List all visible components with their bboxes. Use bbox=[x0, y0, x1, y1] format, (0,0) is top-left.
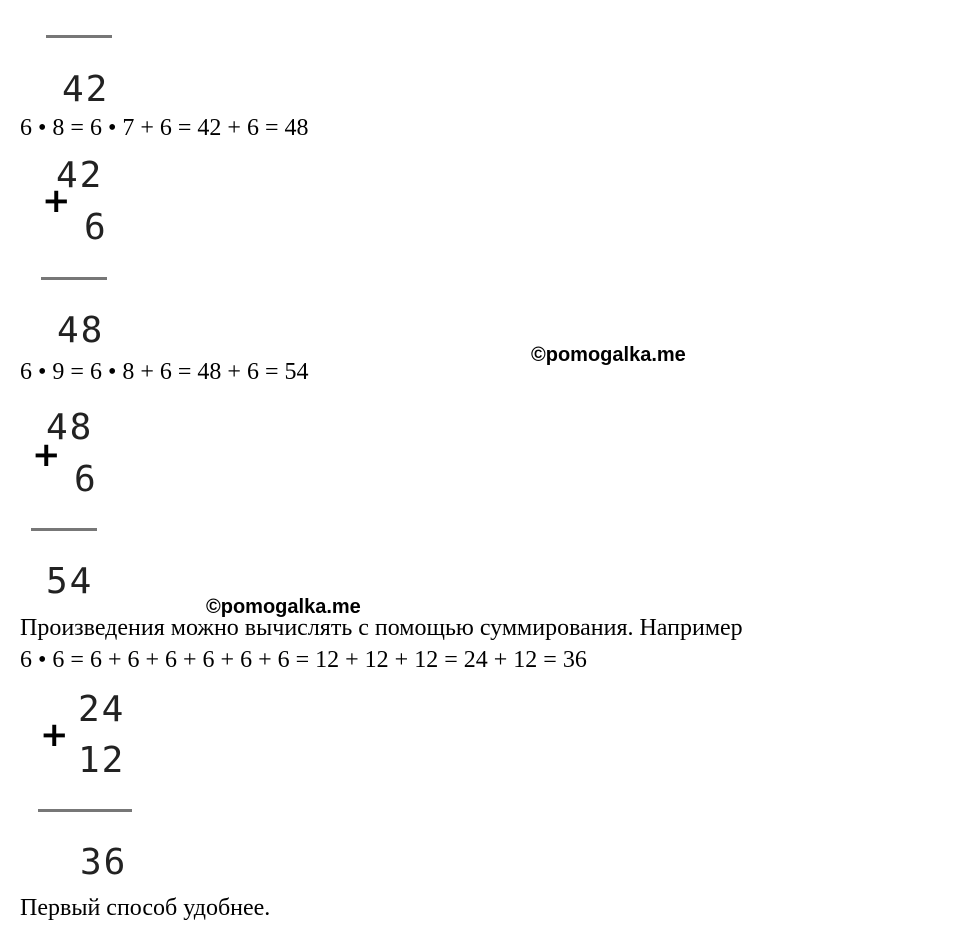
addend-top-1: 42 bbox=[56, 155, 104, 196]
watermark-1: ©pomogalka.me bbox=[531, 344, 686, 366]
sum-line-0 bbox=[46, 35, 112, 38]
conclusion-text: Первый способ удобнее. bbox=[20, 895, 271, 921]
plus-sign-1: + bbox=[42, 181, 71, 221]
sum-result-0: 42 bbox=[62, 69, 110, 110]
equation-2: 6 • 9 = 6 • 8 + 6 = 48 + 6 = 54 bbox=[20, 359, 309, 385]
watermark-2: ©pomogalka.me bbox=[206, 596, 361, 618]
explanation-sentence: Произведения можно вычислять с помощью суммирования. Например bbox=[20, 615, 743, 641]
addend-bottom-2: 6 bbox=[74, 459, 98, 500]
sum-result-2: 54 bbox=[46, 561, 94, 602]
plus-sign-2: + bbox=[32, 435, 61, 475]
sum-result-3: 36 bbox=[80, 842, 128, 883]
addend-top-3: 24 bbox=[78, 689, 126, 730]
addend-bottom-1: 6 bbox=[84, 207, 108, 248]
equation-1: 6 • 8 = 6 • 7 + 6 = 42 + 6 = 48 bbox=[20, 115, 309, 141]
plus-sign-3: + bbox=[40, 715, 69, 755]
addend-top-2: 48 bbox=[46, 407, 94, 448]
sum-line-2 bbox=[31, 528, 97, 531]
addend-bottom-3: 12 bbox=[78, 740, 126, 781]
sum-result-1: 48 bbox=[57, 310, 105, 351]
equation-3: 6 • 6 = 6 + 6 + 6 + 6 + 6 + 6 = 12 + 12 + 12 = 24 + 12 = 36 bbox=[20, 647, 587, 673]
sum-line-3 bbox=[38, 809, 132, 812]
sum-line-1 bbox=[41, 277, 107, 280]
